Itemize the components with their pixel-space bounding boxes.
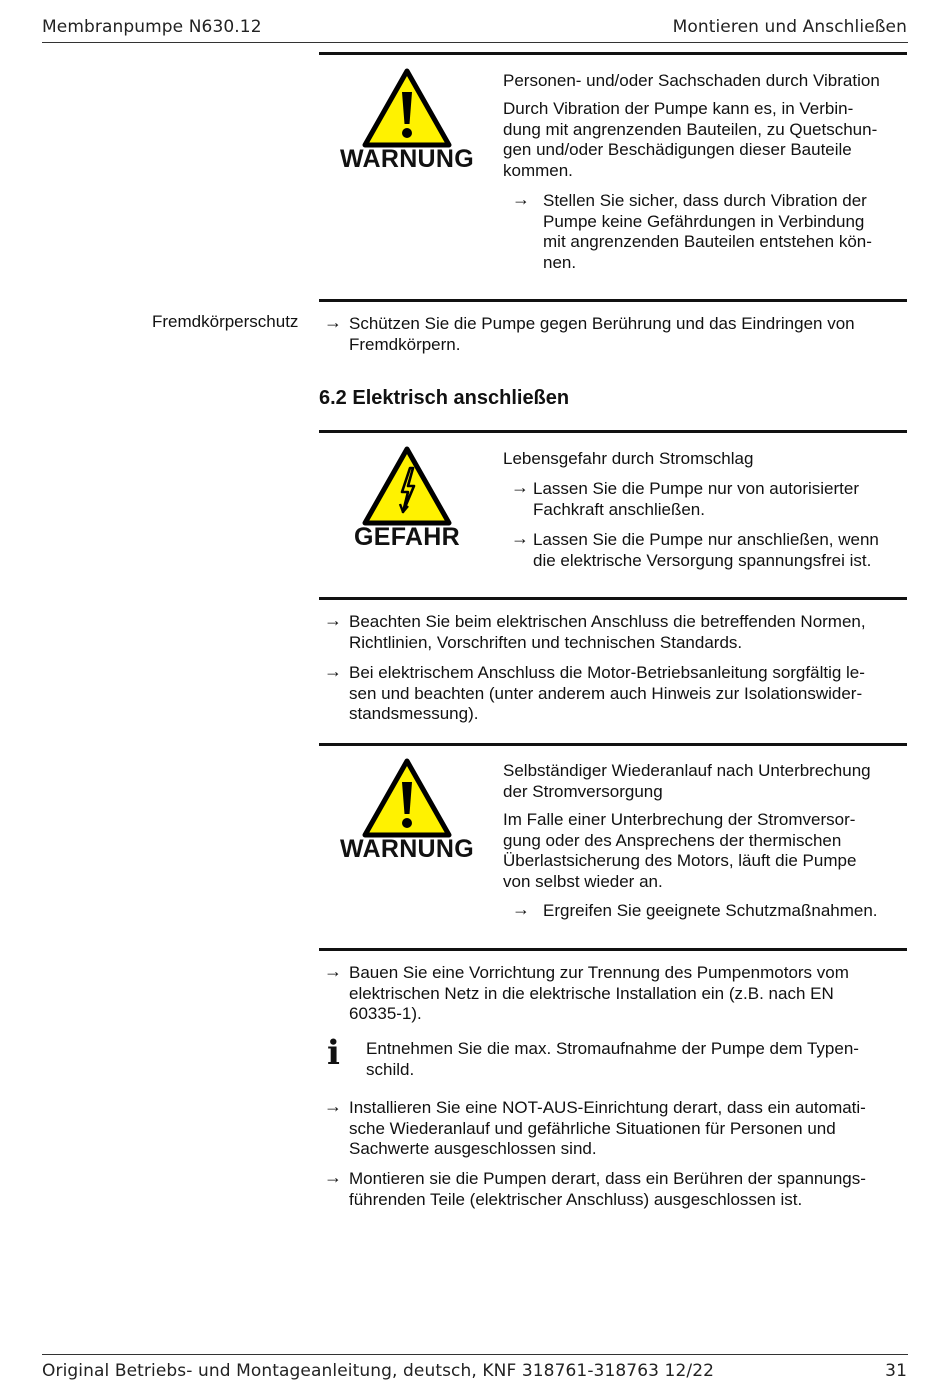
signal-word-danger: GEFAHR — [354, 523, 460, 551]
instruction-item: Montieren sie die Pumpen derart, dass ein Berühren der spannungs- führenden Teile (elektrischer Anschluss) ausgeschlossen ist. — [349, 1169, 866, 1209]
action-arrow-icon: → — [324, 1167, 342, 1187]
action-arrow-icon: → — [511, 477, 529, 497]
header-document-title: Membranpumpe N630.12 — [42, 17, 262, 37]
footer-divider — [42, 1354, 908, 1355]
danger-block-rule — [319, 430, 907, 433]
warning-description: Im Falle einer Unterbrechung der Stromversor- gung oder des Ansprechens der thermischen Überlastsicherung des Motors, läuft die Pumpe von selbst wieder an. — [503, 810, 857, 891]
instruction-item: Bei elektrischem Anschluss die Motor-Betriebsanleitung sorgfältig le- sen und beachten (unter anderem auch Hinweis zur Isolationswider- standsmessung). — [349, 663, 865, 724]
warning-triangle-icon — [362, 758, 452, 838]
info-icon: i — [327, 1033, 340, 1073]
instruction-item: Installieren Sie eine NOT-AUS-Einrichtung derart, dass ein automati- sche Wiederanlauf und gefährliche Situationen für Personen und Sachwerte ausgeschlossen sind. — [349, 1098, 866, 1159]
footer-document-info: Original Betriebs- und Montageanleitung, deutsch, KNF 318761-318763 12/22 — [42, 1361, 715, 1381]
info-note: Entnehmen Sie die max. Stromaufnahme der Pumpe dem Typen- schild. — [366, 1039, 859, 1079]
action-arrow-icon: → — [512, 189, 530, 209]
section-heading: 6.2 Elektrisch anschließen — [319, 387, 570, 409]
foreign-body-instruction: Schützen Sie die Pumpe gegen Berührung und das Eindringen von Fremdkörpern. — [349, 314, 855, 354]
section-rule — [319, 299, 907, 302]
signal-word-warning: WARNUNG — [339, 835, 475, 863]
warning-action: Ergreifen Sie geeignete Schutzmaßnahmen. — [543, 901, 878, 920]
action-arrow-icon: → — [324, 961, 342, 981]
warning-action: Stellen Sie sicher, dass durch Vibration der Pumpe keine Gefährdungen in Verbindung mit angrenzenden Bauteilen entstehen kön- nen. — [543, 191, 872, 272]
action-arrow-icon: → — [324, 661, 342, 681]
margin-label-fremdkoerperschutz: Fremdkörperschutz — [152, 312, 299, 331]
signal-word-warning: WARNUNG — [339, 145, 475, 173]
action-arrow-icon: → — [324, 1096, 342, 1116]
page-number: 31 — [885, 1361, 907, 1381]
warning-title: Selbständiger Wiederanlauf nach Unterbrechung der Stromversorgung — [503, 761, 871, 801]
instruction-item: Beachten Sie beim elektrischen Anschluss die betreffenden Normen, Richtlinien, Vorschriften und technischen Standards. — [349, 612, 866, 652]
warning-triangle-icon — [362, 68, 452, 148]
action-arrow-icon: → — [512, 899, 530, 919]
header-divider — [42, 42, 908, 43]
danger-action: Lassen Sie die Pumpe nur anschließen, wenn die elektrische Versorgung spannungsfrei ist. — [533, 530, 879, 570]
warning-block-rule — [319, 743, 907, 746]
electric-hazard-icon — [362, 446, 452, 526]
action-arrow-icon: → — [511, 528, 529, 548]
warning-title: Personen- und/oder Sachschaden durch Vibration — [503, 71, 880, 90]
section-rule — [319, 948, 907, 951]
section-rule — [319, 597, 907, 600]
action-arrow-icon: → — [324, 312, 342, 332]
header-chapter-title: Montieren und Anschließen — [672, 17, 907, 37]
danger-title: Lebensgefahr durch Stromschlag — [503, 449, 754, 468]
danger-action: Lassen Sie die Pumpe nur von autorisierter Fachkraft anschließen. — [533, 479, 860, 519]
instruction-item: Bauen Sie eine Vorrichtung zur Trennung des Pumpenmotors vom elektrischen Netz in die elektrische Installation ein (z.B. nach EN 60335-1). — [349, 963, 849, 1024]
action-arrow-icon: → — [324, 610, 342, 630]
warning-description: Durch Vibration der Pumpe kann es, in Verbin- dung mit angrenzenden Bauteilen, zu Quetschun- gen und/oder Beschädigungen dieser Bauteile kommen. — [503, 99, 878, 180]
warning-block-rule — [319, 52, 907, 55]
